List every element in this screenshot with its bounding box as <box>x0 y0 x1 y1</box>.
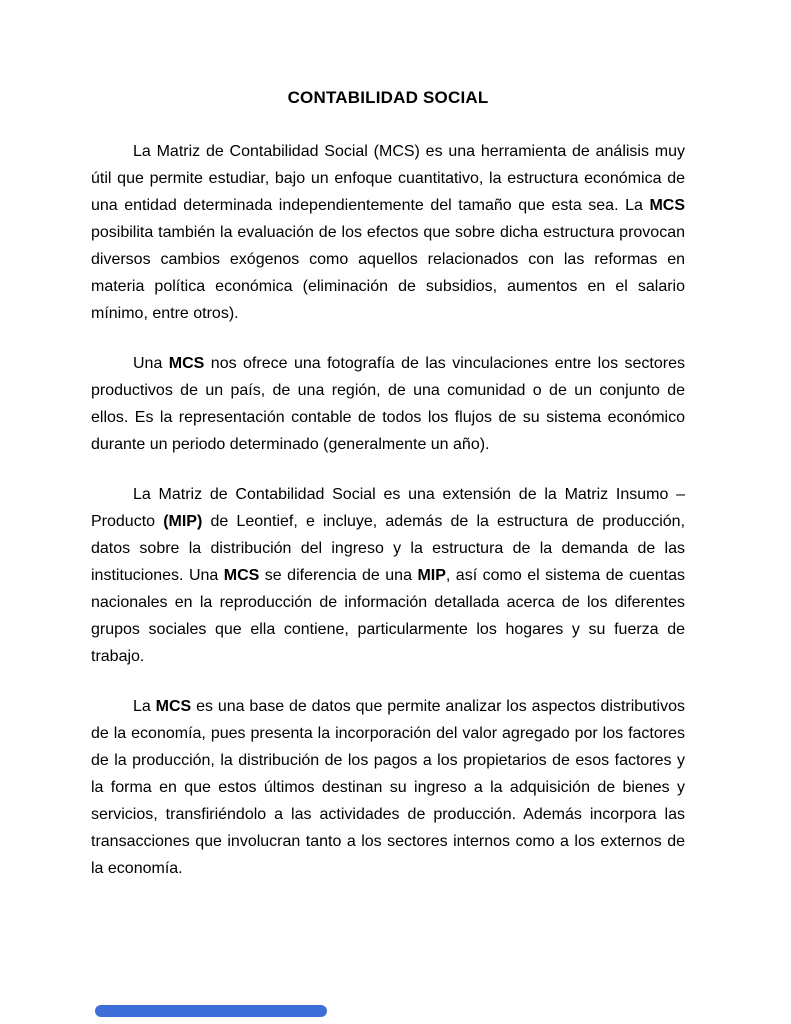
paragraph <box>91 138 685 327</box>
paragraph <box>91 693 685 882</box>
text-segment: La <box>133 698 156 715</box>
text-segment: es una base de datos que permite analizar los aspectos distributivos de la economía, pues presenta la incorporación del valor agregado por los factores de la producción, la distribución de los pagos a los propietarios de esos factores y la forma en que estos últimos destinan su ingreso a la adquisición de bienes y servicios, transfiriéndolo a las actividades de producción. Además incorpora las transacciones que involucran tanto a los sectores internos como a los externos de la economía. <box>91 698 686 877</box>
text-segment: se diferencia de una <box>259 567 418 584</box>
document-content <box>91 0 685 905</box>
text-segment: La Matriz de Contabilidad Social (MCS) es una herramienta de análisis muy útil que permite estudiar, bajo un enfoque cuantitativo, la estructura económica de una entidad determinada independientemente del tamaño que esta sea. La <box>91 143 685 214</box>
text-segment: de Leontief, e incluye, además de la estructura de producción, datos sobre la distribución del ingreso y la estructura de la demanda de las instituciones. Una <box>91 513 686 584</box>
paragraph <box>91 481 685 670</box>
bold-text-segment: MCS <box>168 355 205 372</box>
text-segment: Una <box>133 355 169 372</box>
text-segment: La Matriz de Contabilidad Social es una extensión de la Matriz Insumo – Producto <box>91 486 685 530</box>
bold-text-segment: MCS <box>649 197 685 214</box>
text-segment: , así como el sistema de cuentas nacionales en la reproducción de información detallada acerca de los diferentes grupos sociales que ella contiene, particularmente los hogares y su fuerza de trabajo. <box>91 567 686 665</box>
document-body <box>91 138 685 882</box>
bold-text-segment: MIP <box>417 567 446 584</box>
bold-text-segment: MCS <box>155 698 192 715</box>
document-title: CONTABILIDAD SOCIAL <box>287 88 489 107</box>
bold-text-segment: (MIP) <box>163 513 203 530</box>
text-segment: posibilita también la evaluación de los efectos que sobre dicha estructura provocan diversos cambios exógenos como aquellos relacionados con las reformas en materia política económica (eliminación de subsidios, aumentos en el salario mínimo, entre otros). <box>91 224 685 322</box>
page-progress-bar <box>95 1005 327 1017</box>
text-segment: nos ofrece una fotografía de las vinculaciones entre los sectores productivos de un país, de una región, de una comunidad o de un conjunto de ellos. Es la representación contable de todos los flujos de su sistema económico durante un periodo determinado (generalmente un año). <box>91 355 685 453</box>
paragraph <box>91 350 685 458</box>
bold-text-segment: MCS <box>223 567 260 584</box>
